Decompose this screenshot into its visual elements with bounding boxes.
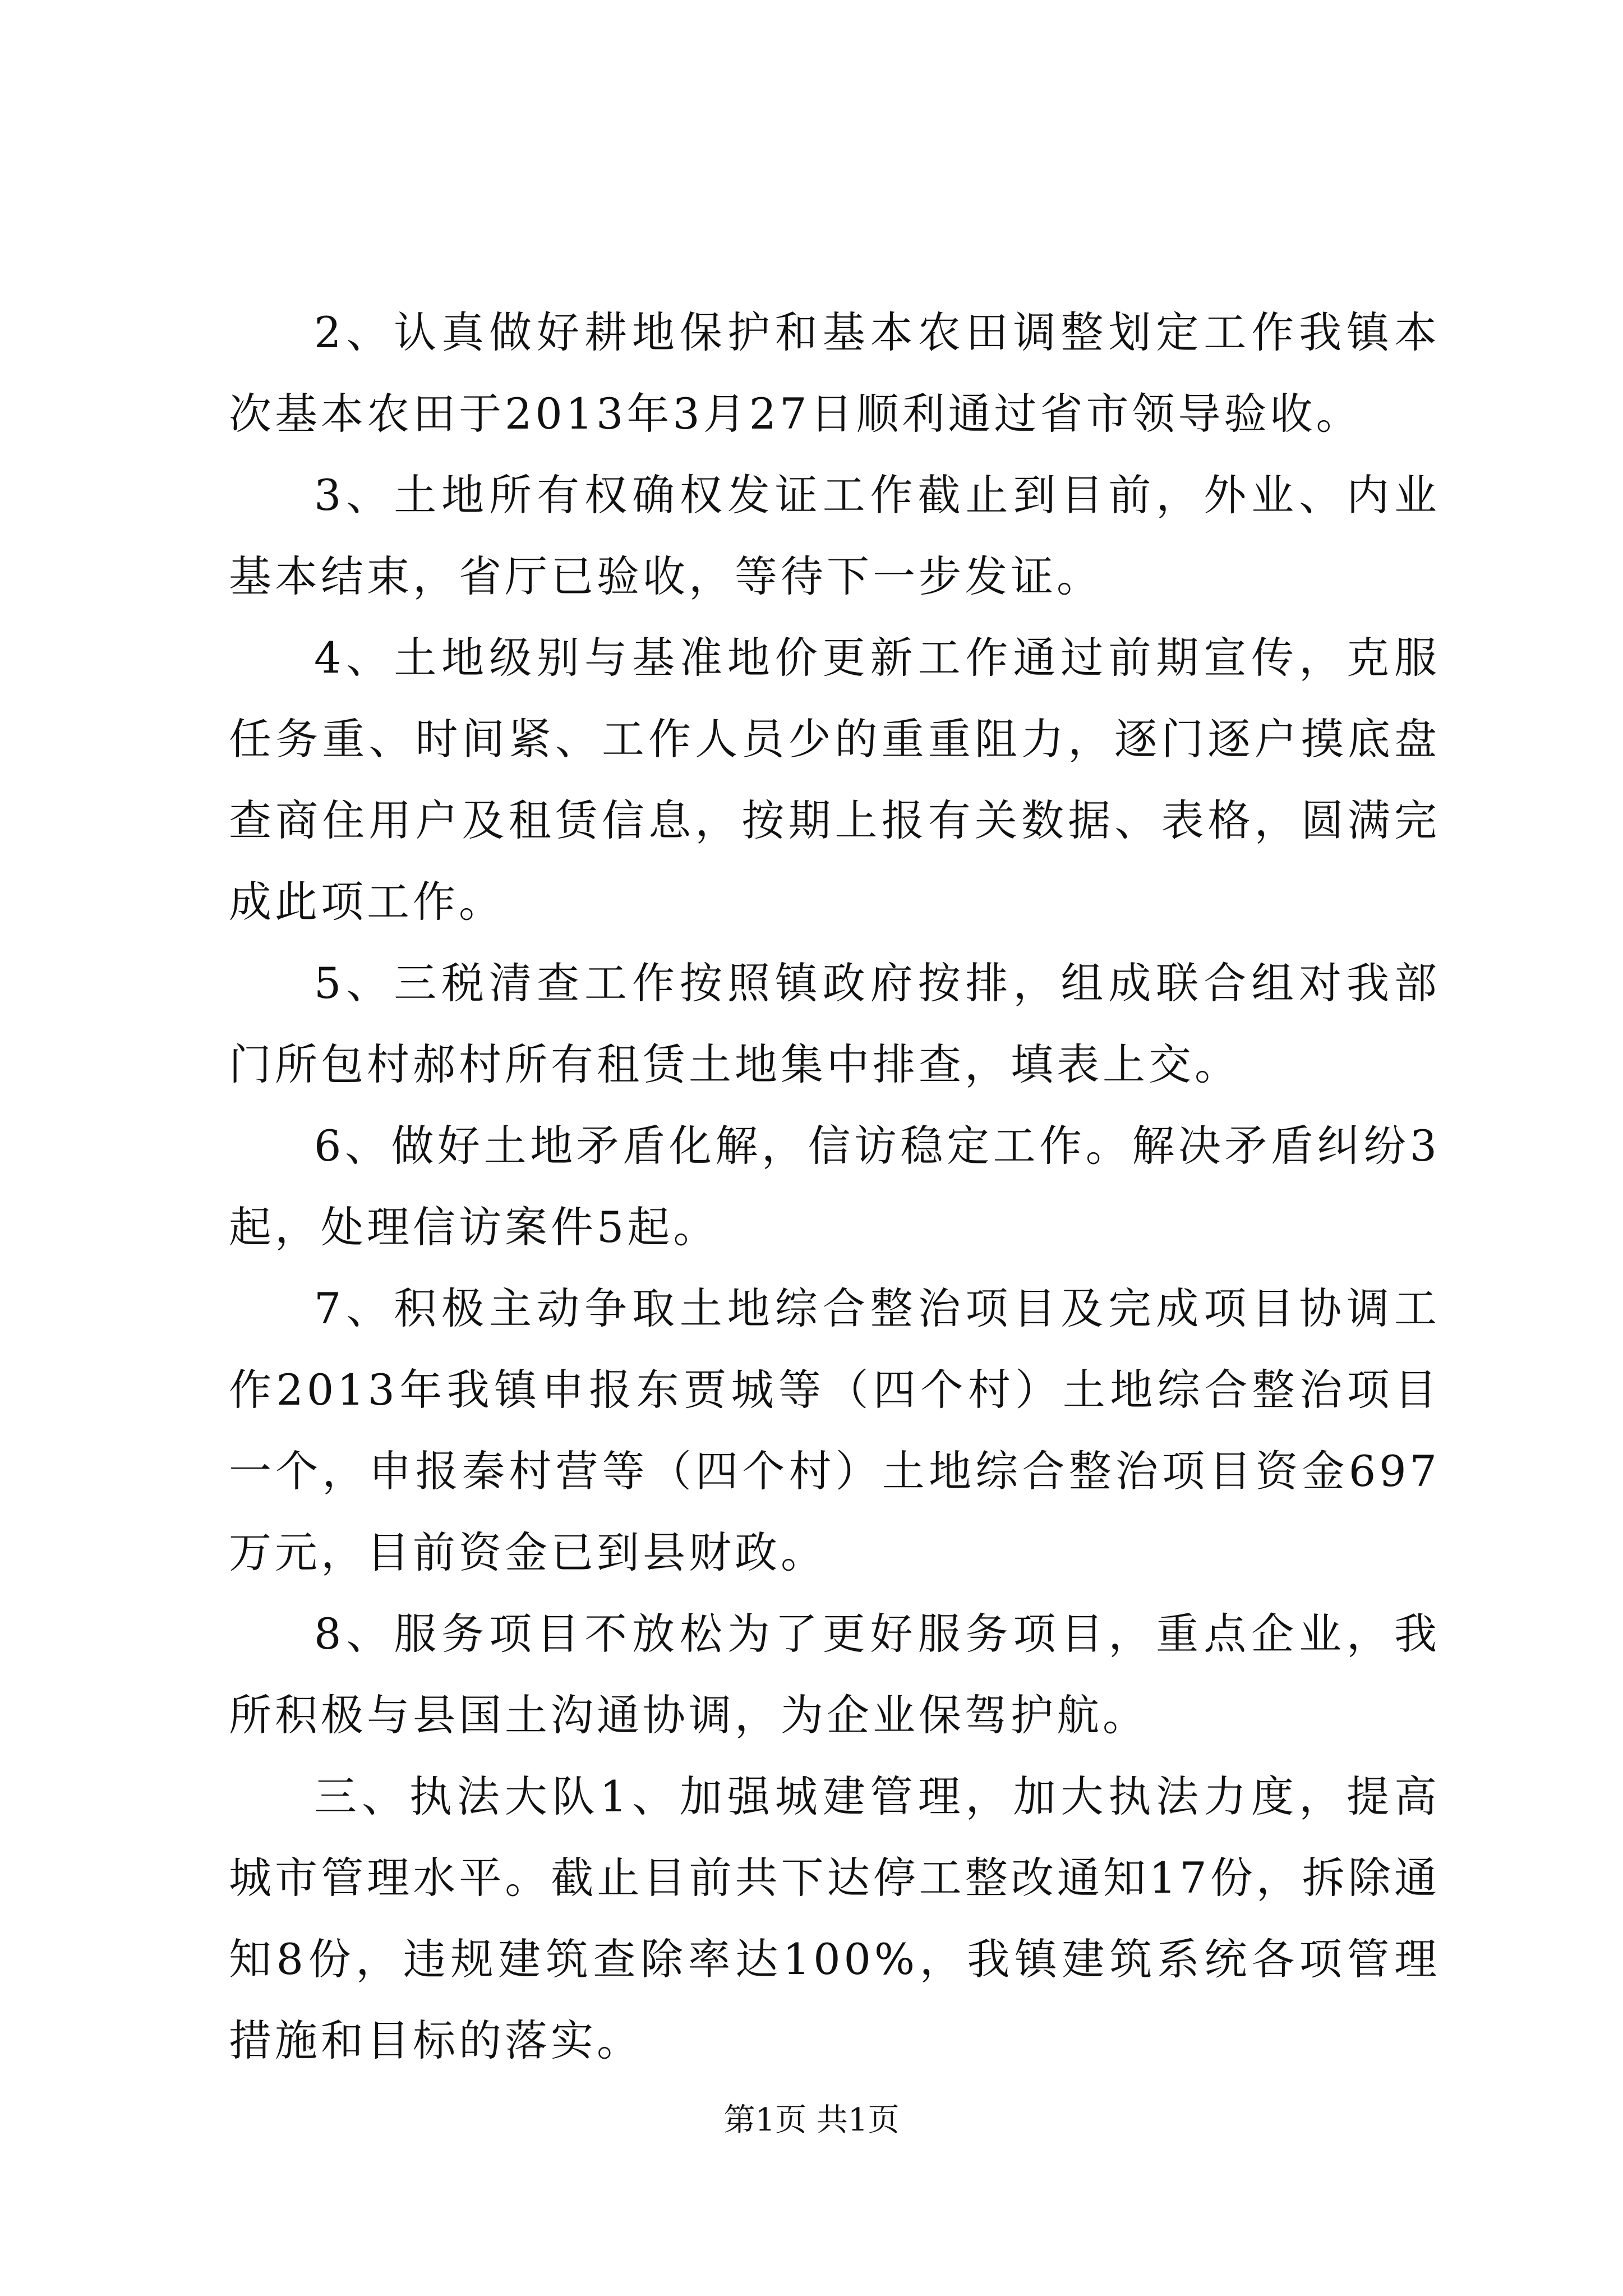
paragraph-item-3: 3、土地所有权确权发证工作截止到目前，外业、内业基本结束，省厅已验收，等待下一步发证。 [229,470,1440,601]
paragraph-item-5: 5、三税清查工作按照镇政府按排，组成联合组对我部门所包村郝村所有租赁土地集中排查，填表上交。 [229,958,1440,1089]
document-body [229,292,1440,2081]
paragraph-item-4: 4、土地级别与基准地价更新工作通过前期宣传，克服任务重、时间紧、工作人员少的重重阻力，逐门逐户摸底盘查商住用户及租赁信息，按期上报有关数据、表格，圆满完成此项工作。 [229,633,1440,927]
paragraph-item-8: 8、服务项目不放松为了更好服务项目，重点企业，我所积极与县国土沟通协调，为企业保驾护航。 [229,1609,1440,1740]
paragraph-item-2: 2、认真做好耕地保护和基本农田调整划定工作我镇本次基本农田于2013年3月27日顺利通过省市领导验收。 [229,307,1440,439]
paragraph-item-6: 6、做好土地矛盾化解，信访稳定工作。解决矛盾纠纷3起，处理信访案件5起。 [229,1121,1440,1252]
paragraph-item-7: 7、积极主动争取土地综合整治项目及完成项目协调工作2013年我镇申报东贾城等（四个村）土地综合整治项目一个，申报秦村营等（四个村）土地综合整治项目资金697万元，目前资金已到县财政。 [229,1283,1440,1577]
page-number-footer: 第1页 共1页 [723,2102,900,2138]
paragraph-section-3: 三、执法大队1、加强城建管理，加大执法力度，提高城市管理水平。截止目前共下达停工整改通知17份，拆除通知8份，违规建筑查除率达100%，我镇建筑系统各项管理措施和目标的落实。 [229,1772,1440,2065]
